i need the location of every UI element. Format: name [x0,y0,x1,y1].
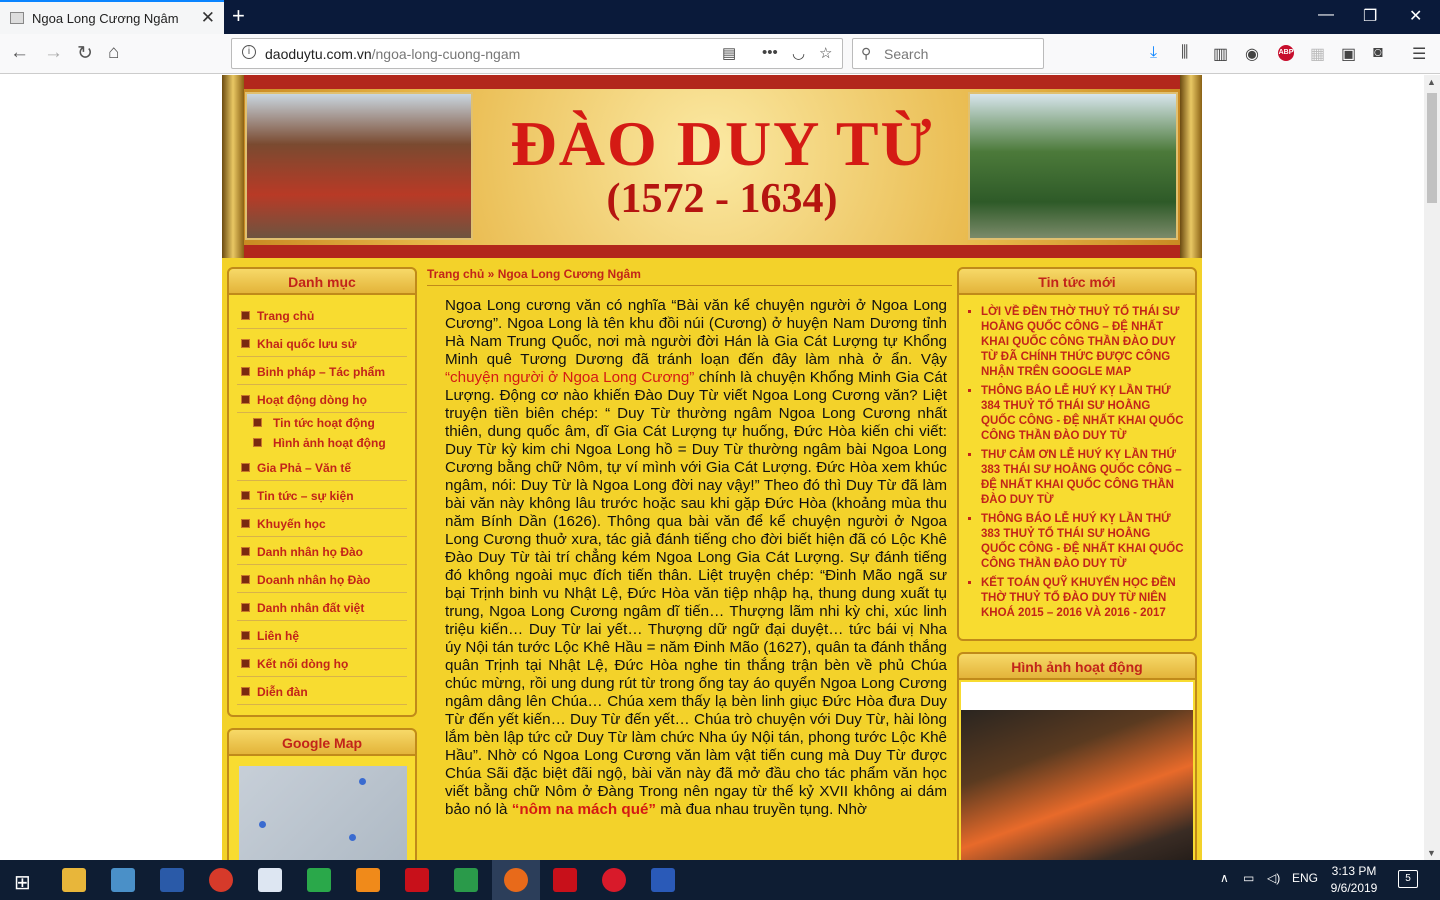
menu-bullet-icon [241,339,250,348]
tab-close-icon[interactable]: ✕ [200,8,215,27]
map-pin-icon [259,821,266,828]
news-item[interactable]: ▪ THÔNG BÁO LỄ HUÝ KỴ LẦN THỨ 383 THUỶ TỔ THÁI SƯ HOẰNG QUỐC CÔNG - ĐỆ NHẤT KHAI QUỐC CÔNG THẦN ĐÀO DUY TỪ [981,512,1185,572]
gallery-spacer [961,682,1193,710]
article-body [445,297,947,819]
breadcrumb-home[interactable]: Trang chủ [427,267,485,281]
reload-icon[interactable]: ↻ [77,43,93,64]
news-item[interactable]: ▪ THÔNG BÁO LỄ HUÝ KỴ LẦN THỨ 384 THUỶ TỔ THÁI SƯ HOẰNG QUỐC CÔNG - ĐỆ NHẤT KHAI QUỐC CÔNG THẦN ĐÀO DUY TỪ [981,384,1185,444]
menu-item-label: Gia Phả – Văn tế [257,461,352,475]
page-viewport [0,75,1424,860]
menu-item-label: Tin tức hoạt động [273,416,375,430]
menu-item-label: Doanh nhân họ Đào [257,573,371,587]
menu-item[interactable] [237,649,407,677]
file-explorer-icon[interactable] [62,868,86,892]
scroll-up-icon[interactable]: ▲ [1427,77,1436,87]
nav-bar [0,34,1440,74]
windows-taskbar [0,860,1440,900]
menu-bullet-icon [241,311,250,320]
banner-title: ĐÀO DUY TỪ [510,108,934,179]
menu-bullet-icon [241,463,250,472]
url-text[interactable]: daoduytu.com.vn/ngoa-long-cuong-ngam [265,46,521,62]
menu-bullet-icon [241,491,250,500]
scroll-down-icon[interactable]: ▼ [1427,848,1436,858]
menu-bullet-icon [241,367,250,376]
menu-item[interactable] [237,301,407,329]
forward-arrow-icon[interactable]: → [44,42,63,63]
menu-title: Danh mục [229,269,415,295]
word-icon[interactable] [651,868,675,892]
sidebar-icon[interactable]: ▥ [1213,46,1229,63]
menu-bullet-icon [241,547,250,556]
powershell-icon[interactable] [160,868,184,892]
menu-bullet-icon [241,395,250,404]
menu-item[interactable] [237,677,407,705]
menu-item-label: Khai quốc lưu sử [257,337,357,351]
site-info-icon[interactable]: i [242,45,256,59]
category-menu [227,267,417,717]
menu-item[interactable] [237,433,407,453]
menu-item-label: Tin tức – sự kiện [257,489,354,503]
breadcrumb [427,267,641,281]
restore-button[interactable]: ❐ [1363,8,1378,25]
extension-icon[interactable]: ▦ [1310,46,1326,63]
firefox-icon[interactable] [504,868,528,892]
map-title: Google Map [229,730,415,756]
clock[interactable] [1322,863,1386,897]
map-pin-icon [349,834,356,841]
search-bar[interactable] [852,38,1044,69]
search-icon: ⚲ [861,45,872,61]
breadcrumb-current[interactable]: Ngoa Long Cương Ngâm [497,267,641,281]
home-icon[interactable]: ⌂ [108,42,120,63]
menu-list [229,295,415,705]
map-thumbnail[interactable] [239,766,407,860]
menu-bullet-icon [253,418,262,427]
language-indicator[interactable]: ENG [1292,871,1319,885]
url-bar[interactable] [231,38,843,69]
menu-item-label: Danh nhân họ Đào [257,545,363,559]
menu-hamburger-icon[interactable]: ☰ [1412,46,1427,63]
site-container [222,75,1202,860]
sublime-icon[interactable] [356,868,380,892]
menu-item[interactable] [237,329,407,357]
menu-item-label: Khuyến học [257,517,326,531]
article-highlight: “chuyện người ở Ngoa Long Cương” [445,369,695,386]
gallery-photo[interactable] [961,710,1193,860]
notification-icon[interactable]: 5 [1398,870,1418,888]
account-icon[interactable]: ◉ [1245,46,1259,63]
banner-years: (1572 - 1634) [606,176,838,222]
volume-icon[interactable]: ◁) [1267,871,1281,885]
new-tab-button[interactable]: + [232,3,245,28]
app-4-icon[interactable] [602,868,626,892]
back-arrow-icon[interactable]: ← [10,42,29,63]
bookmark-star-icon[interactable]: ☆ [819,45,833,62]
pycharm-icon[interactable] [307,868,331,892]
tray-chevron-icon[interactable]: ∧ [1220,871,1229,885]
menu-item[interactable] [237,537,407,565]
menu-item-label: Danh nhân đất việt [257,601,365,615]
site-banner [222,75,1202,258]
gallery-title: Hình ảnh hoạt động [959,654,1195,680]
scroll-rod-left [222,75,244,258]
chart-app-icon[interactable] [454,868,478,892]
network-icon[interactable]: ▭ [1243,871,1255,885]
article-text: mà đua nhau truyền tụng. Nhờ [656,801,867,818]
menu-item[interactable] [237,453,407,481]
screenshot-icon[interactable]: ◙ [1373,44,1383,61]
app-icon[interactable] [111,868,135,892]
menu-bullet-icon [241,631,250,640]
menu-item-label: Hoạt động dòng họ [257,393,367,407]
extension-2-icon[interactable]: ▣ [1341,46,1357,63]
pocket-icon[interactable]: ◡ [792,45,806,62]
close-window-button[interactable]: ✕ [1409,8,1423,25]
menu-bullet-icon [241,687,250,696]
windows-start-icon[interactable]: ⊞ [14,872,31,894]
breadcrumb-divider [427,285,952,286]
menu-item-label: Liên hệ [257,629,300,643]
menu-item-label: Binh pháp – Tác phẩm [257,365,386,379]
reader-view-icon[interactable]: ▤ [722,45,737,62]
menu-item[interactable] [237,481,407,509]
shrine-photo [968,92,1178,240]
download-icon[interactable]: ⤓ [1150,44,1158,61]
app-3-icon[interactable] [258,868,282,892]
page-scrollbar[interactable] [1424,75,1440,860]
news-list [959,295,1195,621]
news-item[interactable]: ▪ LỜI VỀ ĐỀN THỜ THUỶ TỔ THÁI SƯ HOẰNG QUỐC CÔNG – ĐỆ NHẤT KHAI QUỐC CÔNG THẦN ĐÀO DUY TỪ ĐÃ CHÍNH THỨC ĐƯỢC CÔNG NHẬN TRÊN GOOGLE MAP [981,305,1185,380]
news-item[interactable]: ▪ THƯ CẢM ƠN LỄ HUÝ KỴ LẦN THỨ 383 THÁI SƯ HOẰNG QUỐC CÔNG – ĐỆ NHẤT KHAI QUỐC CÔNG THẦN ĐÀO DUY TỪ [981,448,1185,508]
scroll-rod-right [1180,75,1202,258]
clock-time: 3:13 PM [1331,864,1377,878]
menu-item[interactable] [237,413,407,433]
news-item[interactable]: ▪ KẾT TOÁN QUỸ KHUYẾN HỌC ĐỀN THỜ THUỶ TỔ ĐÀO DUY TỪ NIÊN KHOÁ 2015 – 2016 VÀ 2016 - 2017 [981,576,1185,621]
news-title: Tin tức mới [959,269,1195,295]
tab-bar [0,0,1440,34]
app-2-icon[interactable] [209,868,233,892]
article-text: chính là chuyện Khổng Minh Gia Cát Lượng. Động cơ nào khiến Đào Duy Từ viết Ngoa Long Cương văn? Liệt truyện tiền biên chép: “ Duy Từ thường ngâm Ngoa Long Cương nhất thiên, dung quốc âm, dĩ Gia Cát Lượng tự huống, Đức Hòa kiến chi viết: Duy Từ kỳ kim chi Ngoa Long hồ = Duy Từ thường ngâm bài Ngoa Long Cương bằng chữ Nôm, tự ví mình với Gia Cát Lượng. Đức Hòa xem khúc ngâm, nói: Duy Từ là Ngoa Long đời nay vậy!” Theo đó thì Duy Từ đã làm bài văn này không lâu trước hoặc sau khi gặp Đức Hòa (khoảng mùa thu năm Bính Dần (1626). Thông qua bài văn để kể chuyện người ở Ngoa Long Cương thuở xưa, tác giả đánh tiếng cho đời biết hiện đã có Lộc Khê Đào Duy Từ tài trí chẳng kém Ngoa Long Gia Cát Lượng. Sự đánh tiếng đó không ngoài mục đích tiến thân. Liệt truyện chép: “Đinh Mão ngã sư bại Trịnh binh vu Nhật Lệ, Đức Hòa văn tiệp nhập hạ, thung dung xuất tụ trung, Ngoa Long Cương ngâm dĩ tiến… Thượng lãm nhi kỳ chi, xúc linh triệu kiến… Duy Từ lai yết… Thượng dữ ngữ đại duyệt… tức bái vị Nha úy Nội tán tước Lộc Khê Hầu = năm Đinh Mão (1627), quân ta đánh thắng quân Trịnh tại Nhật Lệ, Đức Hòa nghe tin thắng trận bèn về phủ Chúa chúc mừng, rồi ung dung rút từ trong ống tay áo quyển Ngoa Long Cương ngâm dâng lên Chúa… Chúa xem thấy lạ bèn linh giục Đức Hòa đưa Duy Từ đến yết kiến… Duy Từ đến yết… Chúa trò chuyện với Duy Từ, hài lòng lắm bèn lập tức cử Duy Từ làm chức Nha úy Nội tán, phong tước Lộc Khê Hầu”. Nhờ có Ngoa Long Cương văn làm vật tiến cung mà Duy Từ được Chúa Sãi đặc biệt đãi ngộ, bài văn này đã mở đầu cho tác phẩm văn học viết bằng chữ Nôm ở Đàng Trong nên ngay từ thế kỷ XVII không ai dám bảo nó là [445,369,948,818]
page-actions-icon[interactable]: ••• [762,44,778,61]
menu-bullet-icon [241,659,250,668]
clock-date: 9/6/2019 [1330,881,1378,895]
acrobat-2-icon[interactable] [553,868,577,892]
google-map-box [227,728,417,860]
article-text: Ngoa Long cương văn có nghĩa “Bài văn kể chuyện người ở Ngoa Long Cương”. Ngoa Long là tên khu đồi núi (Cương) ở huyện Nam Dương tỉnh Hà Nam Trung Quốc, nơi mà người đời Hán là Gia Cát Lượng tự Khổng Minh quê Tương Dương đã tránh loạn đến đây làm nhà ở ẩn. Vậy [445,297,947,368]
article-highlight-bold: “nôm na mách qué” [511,801,657,818]
menu-item[interactable] [237,565,407,593]
adblock-icon[interactable]: ABP [1278,45,1294,61]
breadcrumb-separator: » [484,267,498,281]
menu-bullet-icon [241,519,250,528]
menu-item[interactable] [237,621,407,649]
news-box [957,267,1197,641]
menu-item-label: Diễn đàn [257,685,308,699]
tab-title: Ngoa Long Cương Ngâm [32,11,179,26]
search-placeholder: Search [884,46,929,62]
browser-tab[interactable] [0,0,224,34]
menu-bullet-icon [241,575,250,584]
page-favicon-icon [10,12,24,24]
gallery-box [957,652,1197,860]
library-icon[interactable]: ⫼ [1181,44,1189,61]
acrobat-icon[interactable] [405,868,429,892]
temple-photo [245,92,473,240]
menu-item-label: Kết nối dòng họ [257,657,349,671]
menu-bullet-icon [253,438,262,447]
scrollbar-thumb[interactable] [1427,93,1437,203]
minimize-button[interactable]: — [1318,6,1334,23]
menu-item[interactable] [237,509,407,537]
map-pin-icon [359,778,366,785]
menu-item-label: Trang chủ [257,309,315,323]
menu-item[interactable] [237,385,407,413]
menu-item[interactable] [237,593,407,621]
menu-bullet-icon [241,603,250,612]
menu-item[interactable] [237,357,407,385]
menu-item-label: Hình ảnh hoạt động [273,436,386,450]
